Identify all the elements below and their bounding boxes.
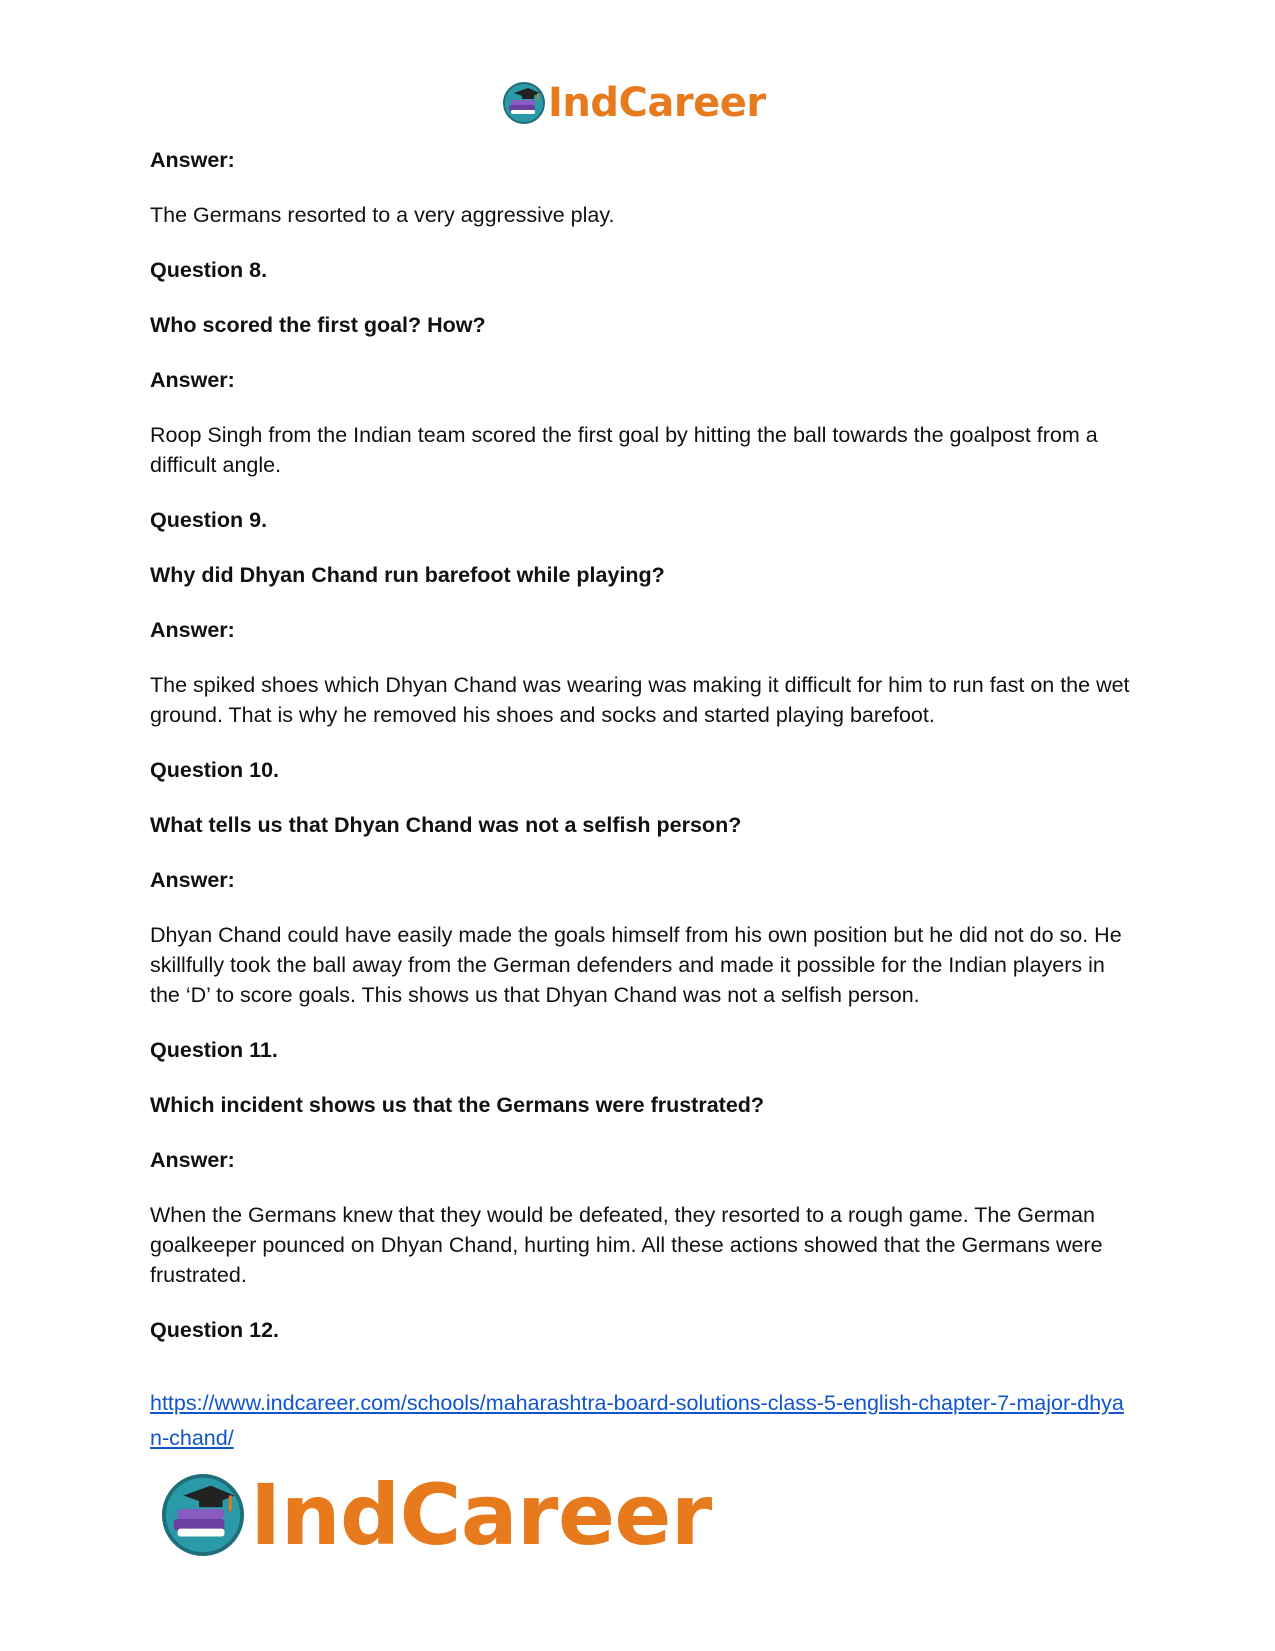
question-number: Question 9. xyxy=(150,508,268,532)
answer-text: The spiked shoes which Dhyan Chand was wearing was making it difficult for him to run fast on the wet ground. That is why he removed his shoes and socks and started playing barefoot. xyxy=(150,673,1130,727)
answer-text: Dhyan Chand could have easily made the goals himself from his own position but he did not do so. He skillfully took the ball away from the German defenders and made it possible for the Indian players in the ‘D’ to score goals. This shows us that Dhyan Chand was not a selfish person. xyxy=(150,923,1122,1007)
question-number: Question 10. xyxy=(150,758,280,782)
answer-text: When the Germans knew that they would be defeated, they resorted to a rough game. The German goalkeeper pounced on Dhyan Chand, hurting him. All these actions showed that the Germans were frustrated. xyxy=(150,1203,1103,1287)
answer-label: Answer: xyxy=(150,368,235,392)
answer-label: Answer: xyxy=(150,148,235,172)
question-text: Which incident shows us that the Germans were frustrated? xyxy=(150,1093,765,1117)
graduation-cap-book-icon xyxy=(502,81,546,125)
question-text: Why did Dhyan Chand run barefoot while playing? xyxy=(150,563,665,587)
question-number: Question 11. xyxy=(150,1038,278,1062)
answer-label: Answer: xyxy=(150,868,235,892)
answer-label: Answer: xyxy=(150,1148,235,1172)
source-link[interactable]: https://www.indcareer.com/schools/maharashtra-board-solutions-class-5-english-chapter-7-major-dhyan-chand/ xyxy=(150,1391,1124,1450)
answer-label: Answer: xyxy=(150,618,235,642)
header-logo xyxy=(502,78,766,128)
answer-text: The Germans resorted to a very aggressive play. xyxy=(150,203,615,227)
question-text: Who scored the first goal? How? xyxy=(150,313,486,337)
graduation-cap-book-icon xyxy=(160,1472,246,1558)
question-number: Question 8. xyxy=(150,258,268,282)
footer-logo-text: IndCareer xyxy=(250,1466,712,1564)
header-logo-text: IndCareer xyxy=(548,80,766,126)
answer-text: Roop Singh from the Indian team scored the first goal by hitting the ball towards the goalpost from a difficult angle. xyxy=(150,423,1098,477)
question-number: Question 12. xyxy=(150,1318,280,1342)
footer-logo xyxy=(160,1465,712,1565)
document-body xyxy=(150,145,1130,1370)
question-text: What tells us that Dhyan Chand was not a selfish person? xyxy=(150,813,742,837)
